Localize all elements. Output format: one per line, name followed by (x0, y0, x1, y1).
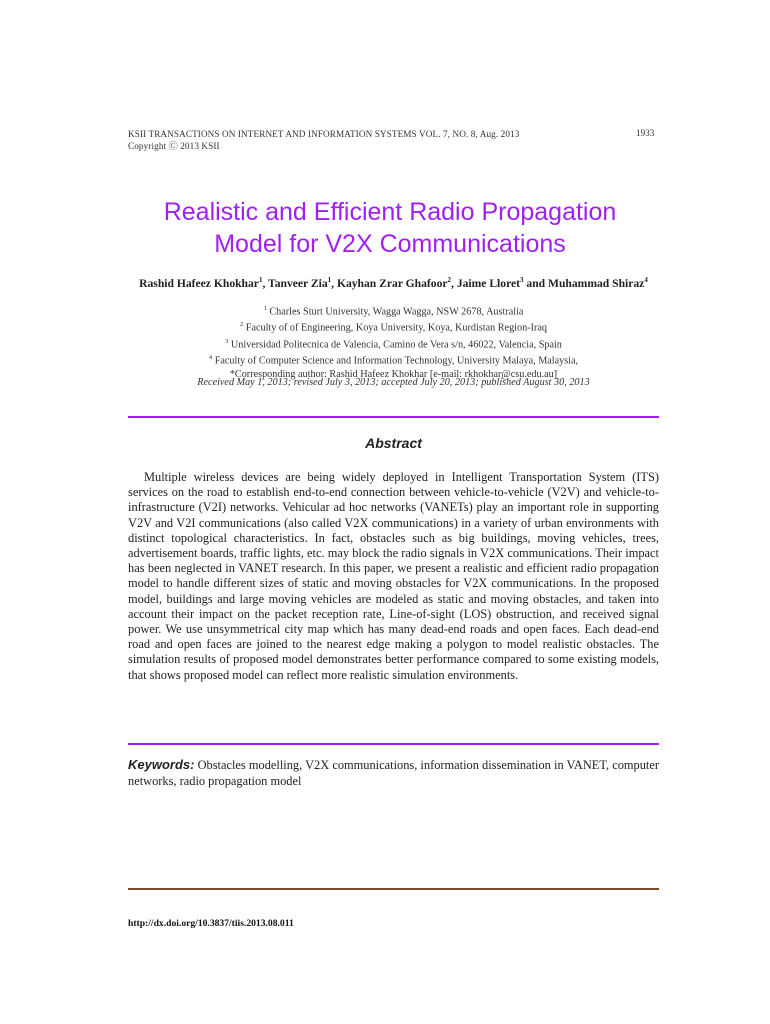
page-number: 1933 (636, 128, 655, 138)
affiliation-2 (128, 318, 659, 334)
author-sup: 1 (258, 276, 263, 284)
abstract-body: Multiple wireless devices are being widely deployed in Intelligent Transportation System (ITS) services on the road to establish end-to-end connection between vehicle-to-vehicle (V2V) and vehicle-to-infrastructure (V2I) networks. Vehicular ad hoc networks (VANETs) play an important role in supporting V2V and V2I communications (also called V2X communications) in a variety of urban environments with distinct topological characteristics. In fact, obstacles such as big buildings, moving vehicles, trees, advertisement boards, traffic lights, etc. may block the radio signals in V2X communications. Their impact has been neglected in VANET research. In this paper, we present a realistic and efficient radio propagation model to handle different sizes of static and moving obstacles for V2X communications. In the proposed model, buildings and large moving vehicles are modeled as static and moving obstacles, and taken into account their impact on the packet reception rate, Line-of-sight (LOS) obstruction, and received signal power. We use unsymmetrical city map which has many dead-end roads and open faces. Each dead-end road and open faces are joined to the nearest edge making a polygon to model realistic obstacles. The simulation results of proposed model demonstrates better performance compared to some existing models, that shows proposed model can reflect more realistic simulation environments. (128, 470, 659, 682)
abstract-heading: Abstract (365, 435, 422, 451)
paper-title (90, 196, 690, 260)
author-name: Kayhan Zrar Ghafoor (336, 276, 448, 290)
author-sep: and Muhammad (523, 276, 613, 290)
author-name: Jaime Lloret (456, 276, 521, 290)
affiliation-sup: 4 (208, 354, 213, 362)
author-name: Tanveer Zia (268, 276, 328, 290)
affiliation-sup: 1 (263, 305, 267, 312)
keywords-text: Obstacles modelling, V2X communications, information dissemination in VANET, computer networks, radio propagation model (128, 758, 659, 788)
affiliation-sup: 2 (239, 321, 244, 329)
affiliation-sup: 3 (225, 337, 229, 345)
author-sep: , (451, 276, 457, 290)
affiliation-text: Faculty of Computer Science and Information Technology, University Malaya, Malaysia, (214, 355, 579, 367)
affiliation-1 (128, 302, 659, 318)
corresponding-author: *Corresponding author: Rashid Hafeez Khokhar [e-mail: rkhokhar@csu.edu.au] (229, 368, 558, 380)
affiliation-text: Charles Sturt University, Wagga Wagga, NSW 2678, Australia (269, 306, 524, 318)
author-sup: 2 (447, 276, 452, 284)
title-line-1: Realistic and Efficient Radio Propagation (163, 198, 617, 226)
title-line-2: Model for V2X Communications (214, 230, 566, 258)
doi-link[interactable]: http://dx.doi.org/10.3837/tiis.2013.08.011 (128, 918, 294, 929)
author-name: Rashid Hafeez Khokhar (139, 276, 259, 290)
keywords-label: Keywords: (128, 757, 195, 772)
keywords (128, 757, 659, 789)
author-sup: 4 (644, 276, 648, 284)
author-sup: 3 (520, 276, 524, 284)
copyright-line: Copyright Ⓒ 2013 KSII (128, 141, 220, 151)
affiliation-text: Faculty of of Engineering, Koya University, Koya, Kurdistan Region-Iraq (245, 322, 547, 334)
author-sep: , (262, 276, 269, 290)
journal-header (128, 128, 519, 152)
footer-rule (128, 888, 659, 890)
affiliations (128, 302, 659, 381)
journal-line: KSII TRANSACTIONS ON INTERNET AND INFORMATION SYSTEMS VOL. 7, NO. 8, Aug. 2013 (128, 129, 520, 139)
affiliation-4 (128, 351, 659, 367)
affiliation-3 (128, 335, 659, 351)
received-dates: Received May 1, 2013; revised July 3, 2013; accepted July 20, 2013; published August 30, 2013 (197, 377, 590, 388)
author-list (128, 272, 659, 292)
author-sup: 1 (327, 276, 332, 284)
divider-rule (128, 743, 659, 745)
author-name: Shiraz (612, 276, 645, 290)
divider-rule (128, 416, 659, 418)
author-sep: , (331, 276, 337, 290)
affiliation-text: Universidad Politecnica de Valencia, Camino de Vera s/n, 46022, Valencia, Spain (230, 339, 562, 351)
